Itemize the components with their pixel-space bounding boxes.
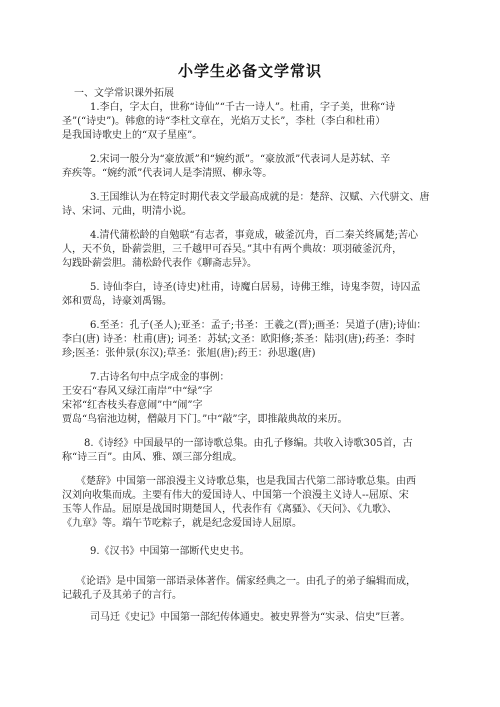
- paragraph-5: [62, 281, 440, 309]
- paragraph-11: [62, 575, 440, 603]
- text-line: 4.清代蒲松龄的自勉联“有志者，事竟成，破釜沉舟，百二秦关终属楚;苦心: [90, 230, 419, 241]
- paragraph-6: [62, 319, 440, 361]
- text-line: 《楚辞》中国第一部浪漫主义诗歌总集，也是我国古代第二部诗歌总集。由西: [76, 476, 416, 487]
- text-line: 3.王国维认为在特定时期代表文学最高成就的是：楚辞、汉赋、六代骈文、唐: [90, 192, 430, 203]
- paragraph-4: [62, 229, 440, 271]
- text-line: 6.至圣：孔子(圣人);亚圣：孟子;书圣：王羲之(晋);画圣：吴道子(唐);诗仙：: [90, 320, 427, 331]
- paragraph-2: [62, 153, 440, 181]
- text-line: 贾岛“鸟宿池边树，僧敲月下门。”中“敲”字，即推敲典故的来历。: [62, 414, 348, 425]
- paragraph-10: [62, 545, 440, 559]
- text-line: 5. 诗仙李白，诗圣(诗史)杜甫，诗魔白居易，诗佛王维，诗鬼李贺，诗囚孟: [90, 282, 421, 293]
- paragraph-7: [62, 371, 440, 427]
- text-line: 《论语》是中国第一部语录体著作。儒家经典之一。由孔子的弟子编辑而成，: [76, 576, 416, 587]
- text-line: 称“诗三百”。由风、雅、颂三部分组成。: [62, 452, 243, 463]
- paragraph-12: [62, 611, 440, 625]
- text-line: 汉刘向收集而成。主要有伟大的爱国诗人、中国第一个浪漫主义诗人--屈原、宋: [62, 490, 409, 501]
- text-line: 王安石“春风又绿江南岸”中“绿”字: [62, 386, 213, 397]
- text-line: 珍;医圣：张仲景(东汉);草圣：张旭(唐);药王：孙思邈(唐): [62, 348, 316, 359]
- text-line: 7.古诗名句中点字成金的事例：: [90, 372, 230, 383]
- text-line: 司马迁《史记》中国第一部纪传体通史。被史界誉为“实录、信史”巨著。: [90, 612, 411, 623]
- text-line: 《九章》等。端午节吃粽子，就是纪念爱国诗人屈原。: [62, 518, 302, 529]
- text-line: 8.《诗经》中国最早的一部诗歌总集。由孔子修编。共收入诗歌305首，古: [84, 438, 413, 449]
- text-line: 1.李白，字太白，世称“诗仙”“千古一诗人”。杜甫，字子美，世称“诗: [90, 102, 396, 113]
- text-line: 李白(唐) 诗圣：杜甫(唐); 词圣：苏轼;文圣：欧阳修;茶圣：陆羽(唐);药圣：李时: [62, 334, 416, 345]
- text-line: 记载孔子及其弟子的言行。: [62, 590, 182, 601]
- text-line: 9.《汉书》中国第一部断代史史书。: [90, 546, 250, 557]
- text-line: 郊和贾岛，诗豪刘禹锡。: [62, 296, 172, 307]
- text-line: 是我国诗歌史上的“双子星座”。: [62, 130, 203, 141]
- paragraph-8: [62, 437, 440, 465]
- text-line: 人，天不负，卧薪尝胆，三千越甲可吞吴。”其中有两个典故：项羽破釜沉舟，: [62, 244, 403, 255]
- text-line: 勾践卧薪尝胆。蒲松龄代表作《聊斋志异》。: [62, 258, 257, 269]
- paragraph-1: [62, 101, 440, 143]
- text-line: 2.宋词一般分为“豪放派”和“婉约派”。“豪放派”代表词人是苏轼、辛: [90, 154, 391, 165]
- text-line: 弃疾等。“婉约派”代表词人是李清照、柳永等。: [62, 168, 273, 179]
- text-line: 玉等人作品。屈原是战国时期楚国人，代表作有《离骚》、《天问》、《九歌》、: [62, 504, 397, 515]
- text-line: 圣”(“诗史”)。韩愈的诗“李杜文章在，光焰万丈长”，李杜（李白和杜甫）: [62, 116, 386, 127]
- paragraph-9: [62, 475, 440, 531]
- page-title: 小学生必备文学常识: [177, 62, 322, 80]
- text-line: 宋祁“红杏枝头春意闹”中“闹”字: [62, 400, 203, 411]
- section-heading: 一、文学常识课外拓展: [74, 88, 174, 99]
- text-line: 诗、宋词、元曲，明清小说。: [62, 206, 192, 217]
- paragraph-3: [62, 191, 440, 219]
